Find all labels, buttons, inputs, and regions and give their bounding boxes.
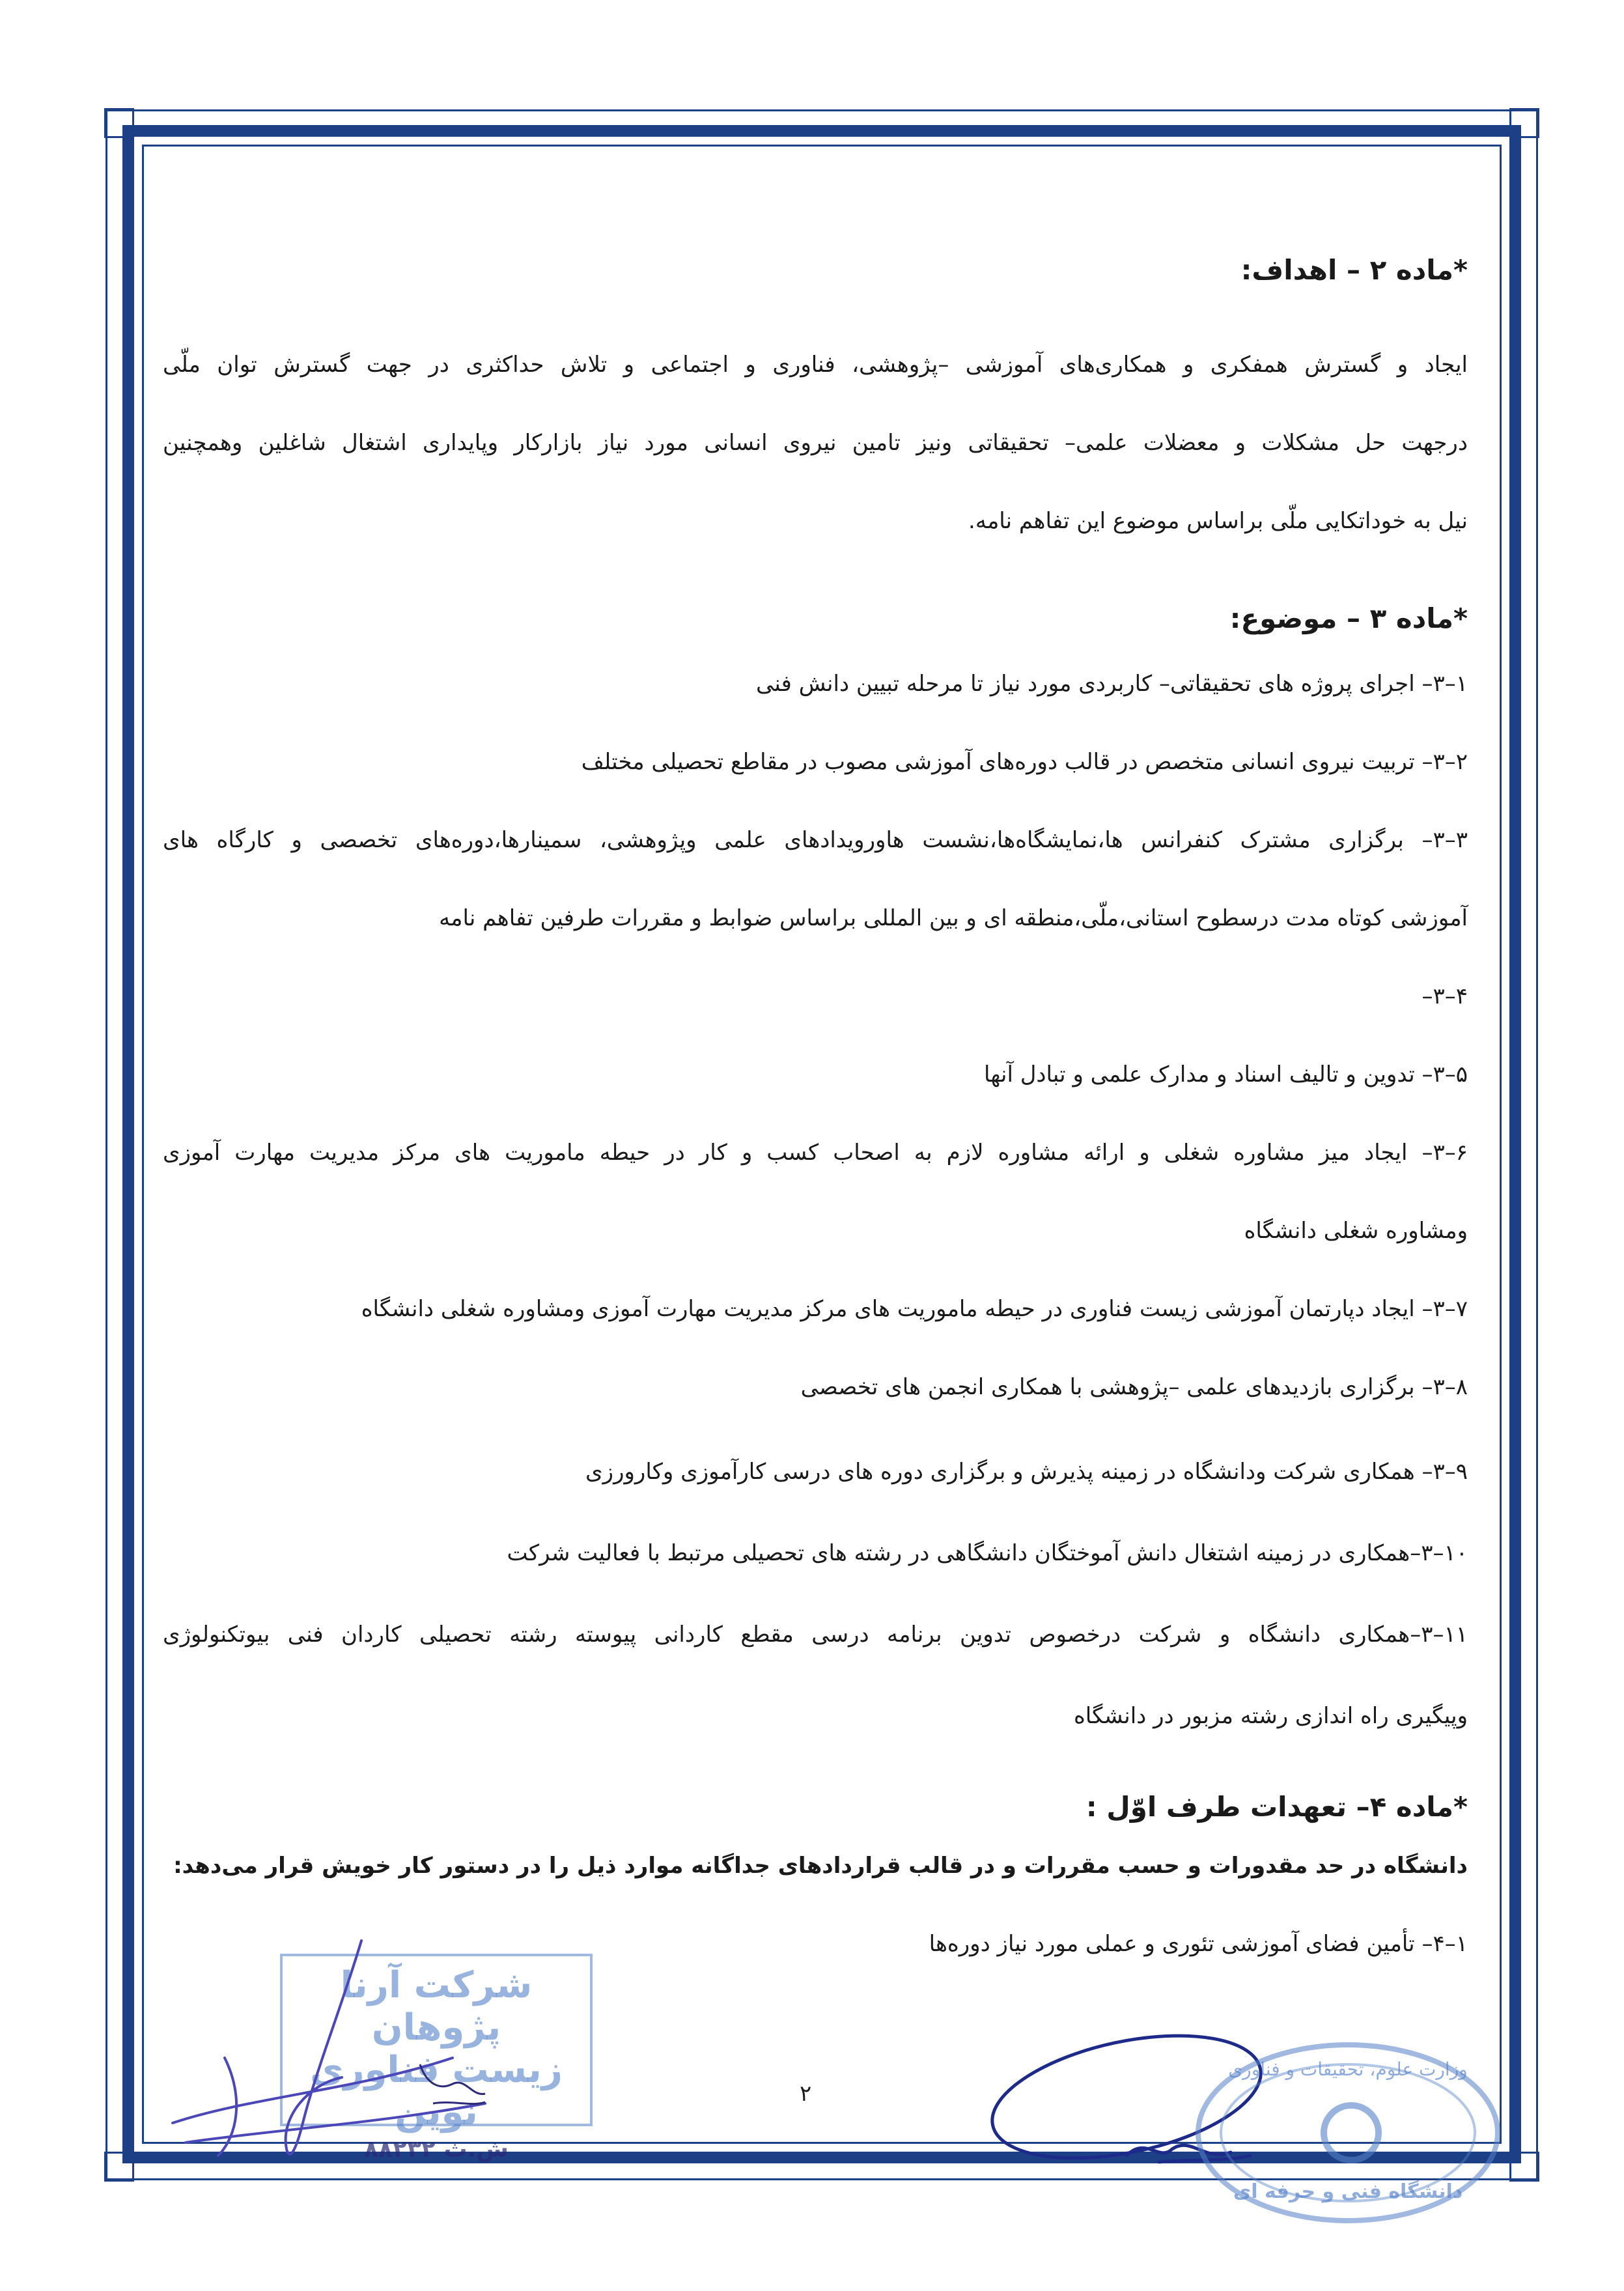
company-signature bbox=[147, 1928, 602, 2175]
university-seal bbox=[1185, 2035, 1524, 2230]
article-3-item: ۳–۳– برگزاری مشترک کنفرانس ها،نمایشگاه‌ها،نشست هاورویدادهای علمی وپژوهشی، سمینارها،دوره‌های تخصصی و کارگاه های bbox=[163, 827, 1468, 853]
article-3-heading: *ماده ۳ – موضوع: bbox=[1229, 602, 1468, 634]
article-3-item: ۱۱–۳–همکاری دانشگاه و شرکت درخصوص تدوین برنامه درسی مقطع کاردانی پیوسته رشته تحصیلی کاردان فنی بیوتکنولوژی bbox=[163, 1622, 1468, 1648]
article-2-line: نیل به خوداتکایی ملّی براساس موضوع این تفاهم نامه. bbox=[968, 508, 1468, 534]
article-2-line: درجهت حل مشکلات و معضلات علمی– تحقیقاتی ونیز تامین نیروی انسانی مورد نیاز بازارکار وپایداری اشتغال شاغلین وهمچنین bbox=[163, 430, 1468, 456]
company-stamp-subtitle: زیست فناوری نوین bbox=[310, 2049, 563, 2133]
university-emblem-icon bbox=[1324, 2105, 1379, 2160]
article-3-item: ۶–۳– ایجاد میز مشاوره شغلی و ارائه مشاوره لازم به اصحاب کسب و کار در حیطه ماموریت های مرکز مدیریت مهارت آموزی bbox=[163, 1140, 1468, 1166]
seal-university-text: دانشگاه فنی و حرفه ای bbox=[1233, 2180, 1463, 2203]
company-stamp-registration: ش.ث ۸۸۲۳۲ bbox=[364, 2136, 509, 2163]
seal-ministry-text: وزارت علوم، تحقیقات و فناوری bbox=[1228, 2059, 1468, 2080]
article-3-item: ۱۰–۳–همکاری در زمینه اشتغال دانش آموختگان دانشگاهی در رشته های تحصیلی مرتبط با فعالیت شرکت bbox=[507, 1540, 1468, 1566]
article-4-heading: *ماده ۴– تعهدات طرف اوّل : bbox=[1085, 1791, 1468, 1823]
page-number: ۲ bbox=[800, 2081, 812, 2107]
article-4-item: ۱–۴– تأمین فضای آموزشی تئوری و عملی مورد نیاز دوره‌ها bbox=[929, 1931, 1468, 1957]
article-2-line: ایجاد و گسترش همفکری و همکاری‌های آموزشی –پژوهشی، فناوری و اجتماعی و تلاش حداکثری در جهت گسترش توان ملّی bbox=[163, 352, 1468, 378]
article-3-item: ۸–۳– برگزاری بازدیدهای علمی –پژوهشی با همکاری انجمن های تخصصی bbox=[800, 1374, 1468, 1400]
border-corner-ornament bbox=[104, 2152, 134, 2182]
article-3-item: ومشاوره شغلی دانشگاه bbox=[1244, 1218, 1468, 1244]
border-corner-ornament bbox=[104, 108, 134, 138]
article-3-item: ۴–۳– bbox=[1421, 983, 1468, 1009]
article-3-item: آموزشی کوتاه مدت درسطوح استانی،ملّی،منطقه ای و بین المللی براساس ضوابط و مقررات طرفین تفاهم نامه bbox=[439, 905, 1468, 931]
article-3-item: وپیگیری راه اندازی رشته مزبور در دانشگاه bbox=[1073, 1703, 1468, 1729]
article-3-item: ۹–۳– همکاری شرکت ودانشگاه در زمینه پذیرش و برگزاری دوره های درسی کارآموزی وکارورزی bbox=[585, 1459, 1468, 1485]
article-3-item: ۲–۳– تربیت نیروی انسانی متخصص در قالب دوره‌های آموزشی مصوب در مقاطع تحصیلی مختلف bbox=[581, 749, 1468, 775]
article-3-item: ۱–۳– اجرای پروژه های تحقیقاتی– کاربردی مورد نیاز تا مرحله تبیین دانش فنی bbox=[756, 671, 1468, 697]
article-3-item: ۷–۳– ایجاد دپارتمان آموزشی زیست فناوری در حیطه ماموریت های مرکز مدیریت مهارت آموزی ومشاوره شغلی دانشگاه bbox=[361, 1296, 1468, 1322]
company-stamp-name: شرکت آرنا پژوهان bbox=[340, 1964, 533, 2049]
article-3-item: ۵–۳– تدوین و تالیف اسناد و مدارک علمی و تبادل آنها bbox=[983, 1061, 1468, 1088]
article-4-intro: دانشگاه در حد مقدورات و حسب مقررات و در قالب قراردادهای جداگانه موارد ذیل را در دستور کار خویش قرار می‌دهد: bbox=[173, 1853, 1468, 1879]
article-2-heading: *ماده ۲ – اهداف: bbox=[1240, 254, 1468, 286]
border-corner-ornament bbox=[1509, 108, 1539, 138]
